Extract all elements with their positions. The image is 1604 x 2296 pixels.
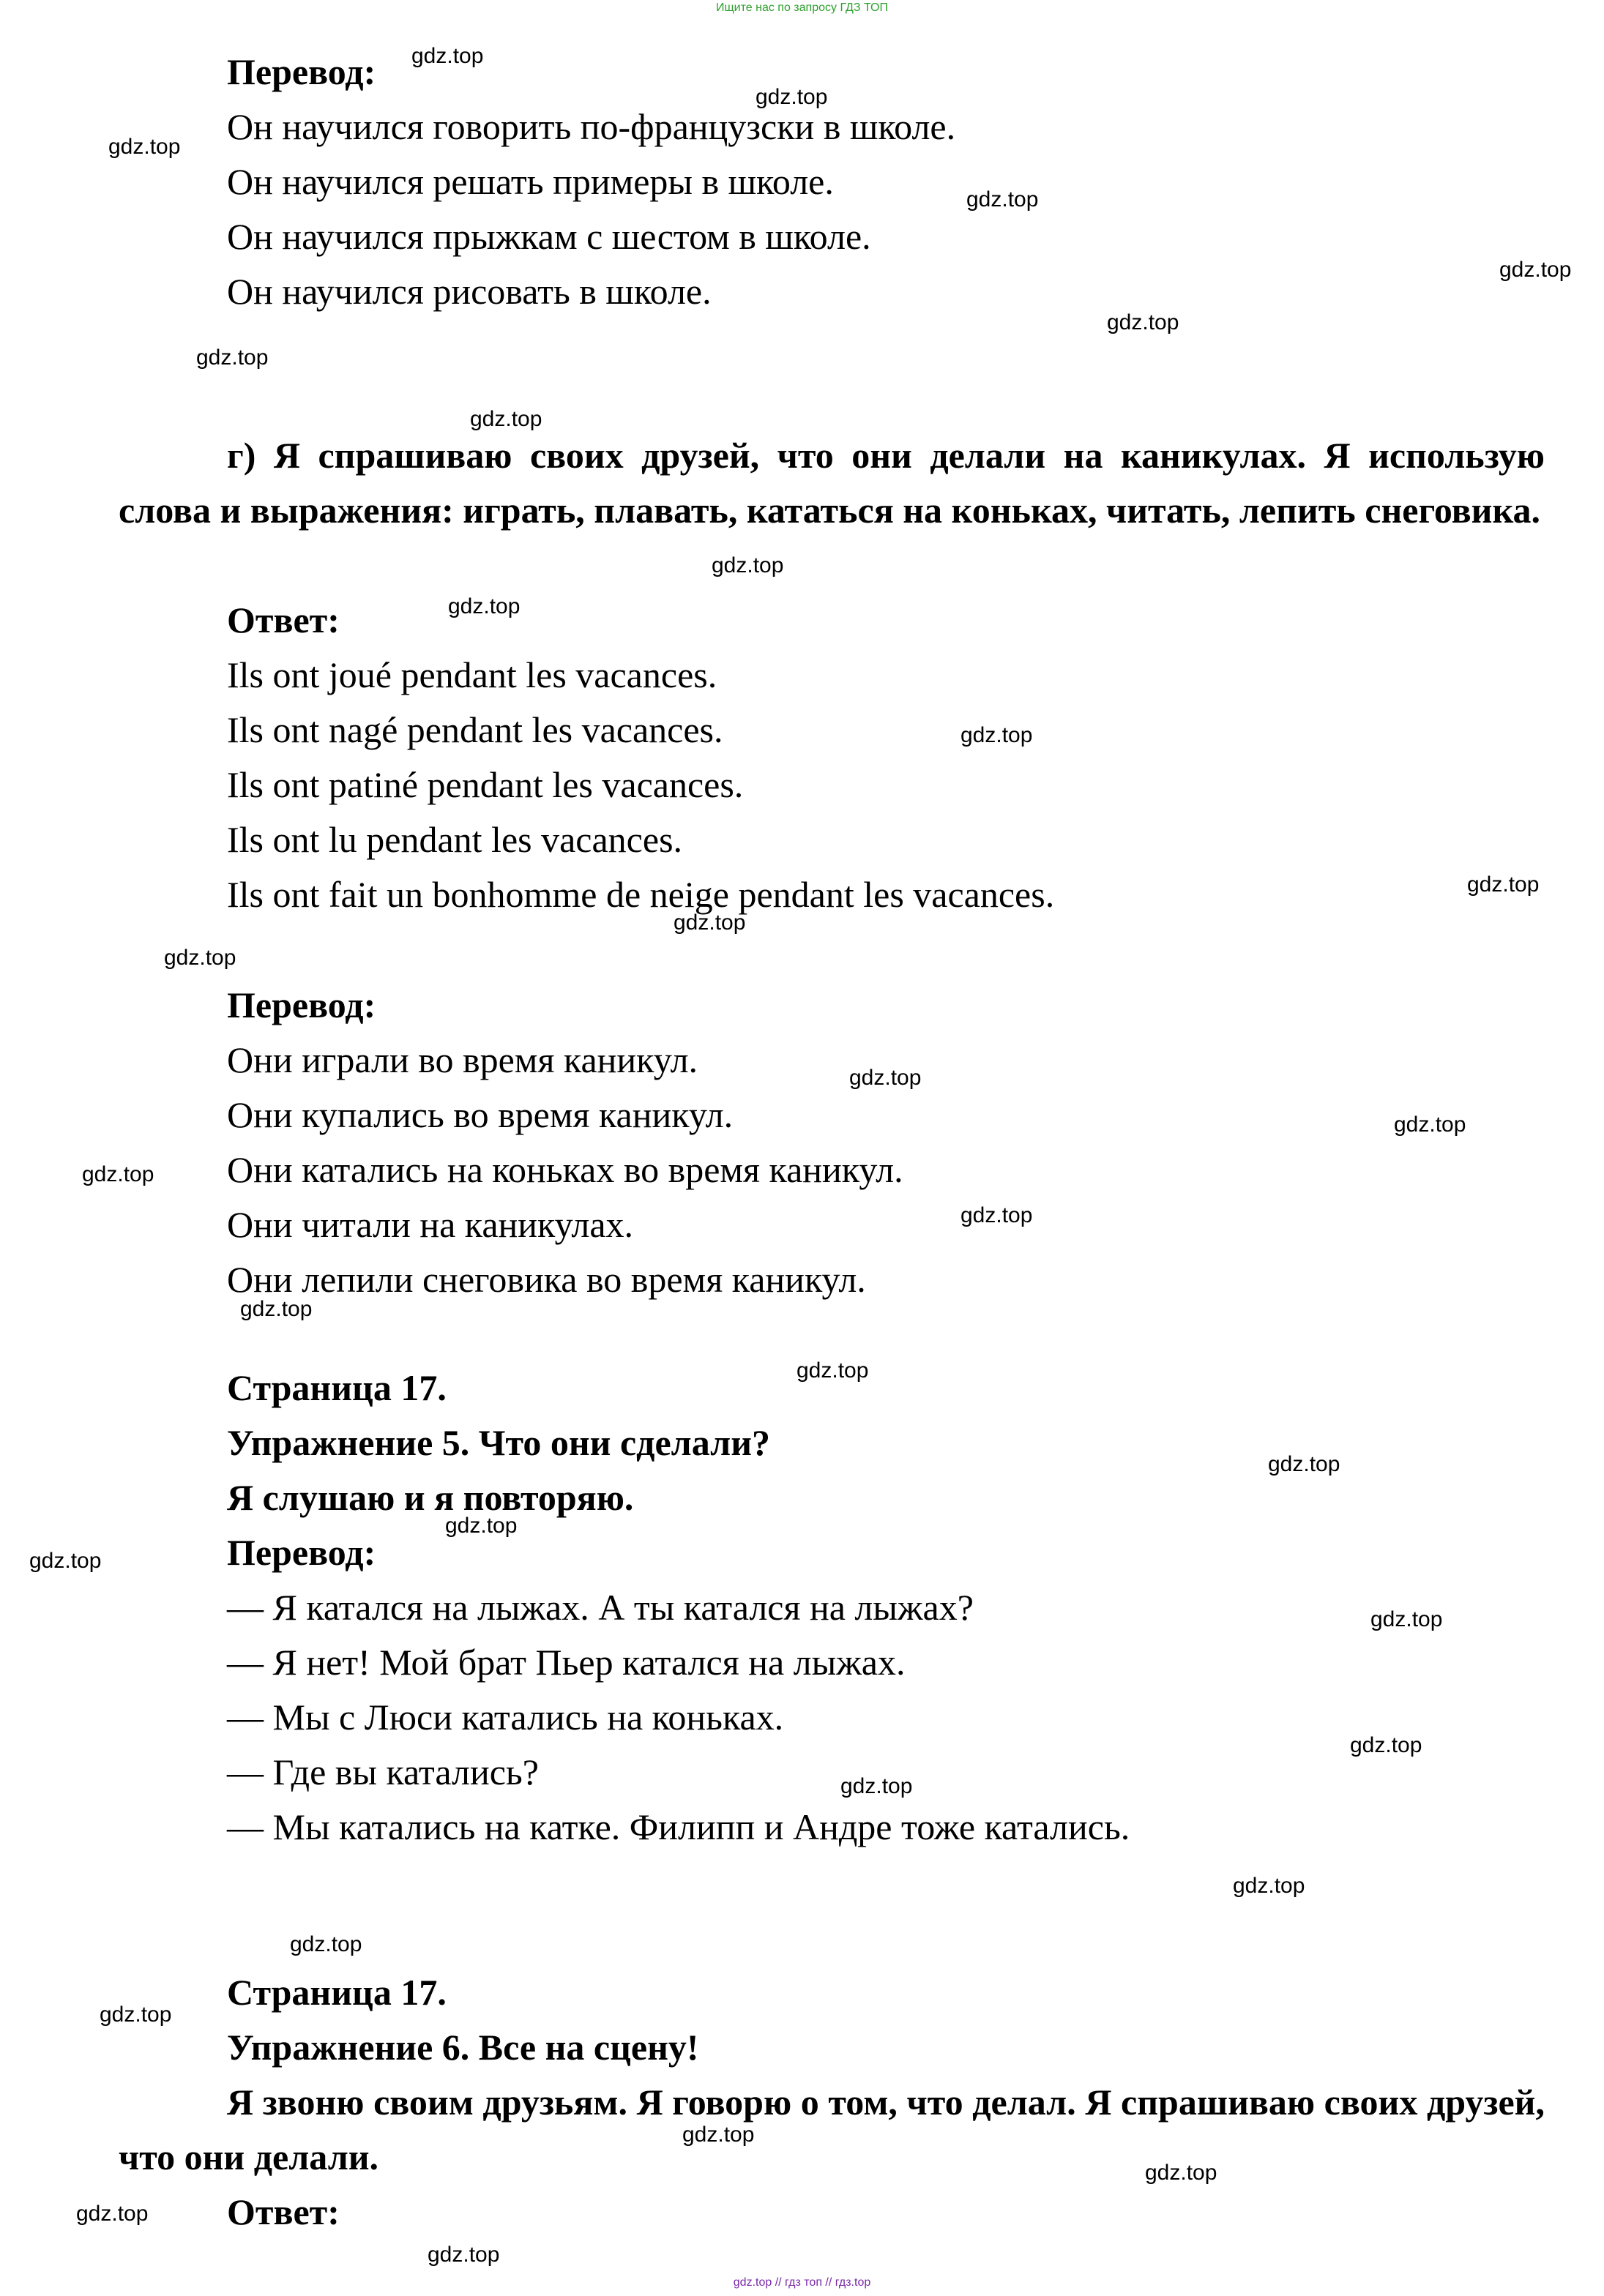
watermark: gdz.top xyxy=(108,135,181,159)
exercise-text: Я звоню своим друзьям. Я говорю о том, что делал. Я спрашиваю своих друзей, что они делали. xyxy=(119,2082,1545,2177)
watermark: gdz.top xyxy=(1370,1607,1443,1631)
watermark: gdz.top xyxy=(76,2202,149,2226)
watermark: gdz.top xyxy=(240,1297,313,1321)
top-banner: Ищите нас по запросу ГДЗ ТОП xyxy=(716,1,888,14)
watermark: gdz.top xyxy=(82,1162,154,1186)
watermark: gdz.top xyxy=(196,345,269,370)
watermark: gdz.top xyxy=(1268,1452,1340,1476)
watermark: gdz.top xyxy=(470,407,542,431)
watermark: gdz.top xyxy=(164,946,236,970)
watermark: gdz.top xyxy=(445,1514,518,1538)
watermark: gdz.top xyxy=(1394,1113,1466,1137)
page-number: Страница 17. xyxy=(227,1972,447,2013)
watermark: gdz.top xyxy=(1107,310,1179,334)
exercise-instruction: Я слушаю и я повторяю. xyxy=(227,1477,634,1518)
translation-line: Они купались во время каникул. xyxy=(227,1094,734,1135)
answer-heading: Ответ: xyxy=(227,599,340,640)
dialogue-line: — Я нет! Мой брат Пьер катался на лыжах. xyxy=(227,1642,906,1683)
bottom-banner: gdz.top // гдз топ // гдз.top xyxy=(733,2276,871,2289)
watermark: gdz.top xyxy=(1467,872,1540,897)
watermark: gdz.top xyxy=(712,553,784,577)
answer-line: Ils ont lu pendant les vacances. xyxy=(227,819,683,860)
dialogue-line: — Мы катались на катке. Филипп и Андре тоже катались. xyxy=(227,1806,1130,1847)
task-g-text: г) Я спрашиваю своих друзей, что они делали на каникулах. Я использую слова и выражения: играть, плавать, кататься на коньках, читать, лепить снеговика. xyxy=(119,435,1545,531)
watermark: gdz.top xyxy=(960,723,1033,747)
translation-line: Они лепили снеговика во время каникул. xyxy=(227,1259,866,1300)
translation-line: Он научился рисовать в школе. xyxy=(227,271,712,312)
translation-line: Он научился говорить по-французски в школе. xyxy=(227,106,956,147)
watermark: gdz.top xyxy=(1499,258,1572,282)
answer-line: Ils ont patiné pendant les vacances. xyxy=(227,764,744,805)
watermark: gdz.top xyxy=(411,44,484,68)
translation-line: Они играли во время каникул. xyxy=(227,1039,698,1080)
page-number: Страница 17. xyxy=(227,1367,447,1408)
translation-line: Они катались на коньках во время каникул. xyxy=(227,1149,903,1190)
dialogue-line: — Где вы катались? xyxy=(227,1751,539,1792)
translation-heading: Перевод: xyxy=(227,51,376,92)
exercise-title: Упражнение 6. Все на сцену! xyxy=(227,2027,699,2068)
watermark: gdz.top xyxy=(840,1774,913,1798)
translation-line: Он научился прыжкам с шестом в школе. xyxy=(227,216,871,257)
watermark: gdz.top xyxy=(797,1358,869,1383)
translation-line: Они читали на каникулах. xyxy=(227,1204,634,1245)
exercise-title: Упражнение 5. Что они сделали? xyxy=(227,1422,771,1463)
watermark: gdz.top xyxy=(966,187,1039,212)
watermark: gdz.top xyxy=(100,2003,172,2027)
dialogue-line: — Мы с Люси катались на коньках. xyxy=(227,1697,784,1738)
watermark: gdz.top xyxy=(1145,2161,1217,2185)
watermark: gdz.top xyxy=(756,85,828,109)
watermark: gdz.top xyxy=(428,2243,500,2267)
watermark: gdz.top xyxy=(290,1932,362,1956)
watermark: gdz.top xyxy=(1350,1733,1422,1757)
answer-heading: Ответ: xyxy=(227,2191,340,2232)
watermark: gdz.top xyxy=(1233,1874,1305,1898)
answer-line: Ils ont fait un bonhomme de neige pendant les vacances. xyxy=(227,874,1055,915)
watermark: gdz.top xyxy=(849,1066,922,1090)
answer-line: Ils ont joué pendant les vacances. xyxy=(227,654,717,695)
translation-heading: Перевод: xyxy=(227,984,376,1025)
translation-line: Он научился решать примеры в школе. xyxy=(227,161,834,202)
watermark: gdz.top xyxy=(682,2123,755,2147)
watermark: gdz.top xyxy=(960,1203,1033,1227)
dialogue-line: — Я катался на лыжах. А ты катался на лыжах? xyxy=(227,1587,974,1628)
translation-heading: Перевод: xyxy=(227,1532,376,1573)
watermark: gdz.top xyxy=(448,594,521,618)
answer-line: Ils ont nagé pendant les vacances. xyxy=(227,709,723,750)
watermark: gdz.top xyxy=(29,1549,102,1573)
watermark: gdz.top xyxy=(674,910,746,935)
